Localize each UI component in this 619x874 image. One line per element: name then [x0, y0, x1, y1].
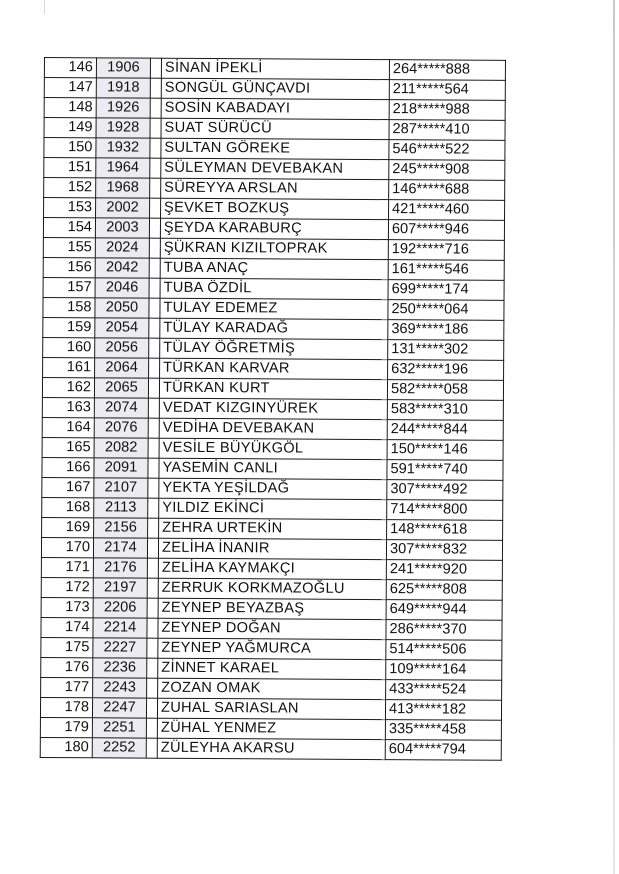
record-number: 2082 — [94, 438, 148, 458]
column-gap — [149, 358, 160, 378]
column-gap — [149, 298, 160, 318]
column-gap — [148, 438, 159, 458]
record-number: 2050 — [95, 298, 149, 318]
column-gap — [150, 58, 161, 78]
table-row — [41, 537, 502, 560]
column-gap — [150, 138, 161, 158]
record-number: 2003 — [95, 218, 149, 238]
column-gap — [148, 478, 159, 498]
masked-id-number: 649*****944 — [386, 600, 502, 621]
record-number: 1918 — [96, 78, 150, 98]
record-number: 2065 — [94, 378, 148, 398]
table-row — [41, 657, 502, 680]
table-row — [41, 617, 502, 640]
record-number: 1968 — [96, 178, 150, 198]
column-gap — [147, 558, 158, 578]
masked-id-number: 148*****618 — [387, 520, 503, 541]
table-row — [42, 397, 503, 420]
full-name: ŞEYDA KARABURÇ — [160, 218, 388, 239]
record-number: 2091 — [94, 458, 148, 478]
masked-id-number: 264*****888 — [389, 60, 505, 81]
full-name: YASEMİN CANLI — [159, 458, 387, 479]
row-number: 160 — [43, 337, 95, 357]
record-number: 2046 — [95, 278, 149, 298]
column-gap — [149, 278, 160, 298]
row-number: 155 — [43, 237, 95, 257]
full-name: ŞÜKRAN KIZILTOPRAK — [160, 238, 388, 259]
masked-id-number: 607*****946 — [388, 220, 504, 241]
row-number: 173 — [41, 597, 93, 617]
table-row — [43, 317, 504, 340]
column-gap — [149, 318, 160, 338]
column-gap — [148, 498, 159, 518]
masked-id-number: 699*****174 — [388, 280, 504, 301]
row-number: 168 — [42, 497, 94, 517]
full-name: YEKTA YEŞİLDAĞ — [159, 478, 387, 499]
masked-id-number: 161*****546 — [388, 260, 504, 281]
record-number: 1928 — [96, 118, 150, 138]
column-gap — [147, 578, 158, 598]
row-number: 175 — [41, 637, 93, 657]
row-number: 161 — [43, 357, 95, 377]
masked-id-number: 287*****410 — [389, 120, 505, 141]
full-name: ZERRUK KORKMAZOĞLU — [158, 578, 386, 599]
column-gap — [149, 258, 160, 278]
full-name: ZELİHA İNANIR — [158, 538, 386, 559]
table-row — [42, 517, 503, 540]
row-number: 146 — [44, 58, 96, 78]
column-gap — [148, 418, 159, 438]
full-name: ZEYNEP DOĞAN — [158, 618, 386, 639]
column-gap — [150, 118, 161, 138]
column-gap — [150, 158, 161, 178]
table-row — [42, 477, 503, 500]
row-number: 152 — [44, 178, 96, 198]
masked-id-number: 146*****688 — [389, 180, 505, 201]
column-gap — [150, 78, 161, 98]
table-row — [42, 457, 503, 480]
full-name: VEDİHA DEVEBAKAN — [159, 418, 387, 439]
scan-mark — [44, 0, 45, 14]
row-number: 149 — [44, 118, 96, 138]
masked-id-number: 369*****186 — [388, 320, 504, 341]
masked-id-number: 192*****716 — [388, 240, 504, 261]
column-gap — [150, 198, 161, 218]
column-gap — [147, 618, 158, 638]
column-gap — [150, 178, 161, 198]
full-name: VEDAT KIZGINYÜREK — [159, 398, 387, 419]
masked-id-number: 582*****058 — [387, 380, 503, 401]
table-row — [42, 437, 503, 460]
column-gap — [148, 518, 159, 538]
table-row — [44, 98, 505, 121]
column-gap — [149, 338, 160, 358]
record-number: 2252 — [92, 738, 146, 758]
column-gap — [148, 398, 159, 418]
record-number: 2042 — [95, 258, 149, 278]
column-gap — [147, 658, 158, 678]
record-number: 2176 — [93, 558, 147, 578]
row-number: 147 — [44, 78, 96, 98]
record-number: 2206 — [93, 598, 147, 618]
column-gap — [148, 378, 159, 398]
table-row — [40, 737, 501, 760]
full-name: SONGÜL GÜNÇAVDI — [161, 78, 389, 99]
full-name: ZOZAN OMAK — [158, 678, 386, 699]
record-number: 2074 — [94, 398, 148, 418]
full-name: ZÜHAL YENMEZ — [157, 718, 385, 739]
row-number: 177 — [41, 677, 93, 697]
masked-id-number: 250*****064 — [388, 300, 504, 321]
record-number: 1964 — [96, 158, 150, 178]
row-number: 158 — [43, 297, 95, 317]
table-row — [40, 697, 501, 720]
row-number: 163 — [42, 397, 94, 417]
masked-id-number: 714*****800 — [387, 500, 503, 521]
table-body — [40, 58, 505, 761]
table-row — [44, 118, 505, 141]
record-number: 2056 — [95, 338, 149, 358]
row-number: 170 — [41, 537, 93, 557]
record-number: 2156 — [94, 518, 148, 538]
masked-id-number: 307*****492 — [387, 480, 503, 501]
record-number: 2076 — [94, 418, 148, 438]
masked-id-number: 413*****182 — [385, 700, 501, 721]
table-row — [41, 557, 502, 580]
column-gap — [147, 598, 158, 618]
masked-id-number: 433*****524 — [386, 680, 502, 701]
record-number: 2107 — [94, 478, 148, 498]
row-number: 167 — [42, 477, 94, 497]
table-row — [43, 277, 504, 300]
full-name: SUAT SÜRÜCÜ — [161, 118, 389, 139]
masked-id-number: 211*****564 — [389, 80, 505, 101]
full-name: ZEHRA URTEKİN — [159, 518, 387, 539]
masked-id-number: 546*****522 — [389, 140, 505, 161]
record-number: 1932 — [96, 138, 150, 158]
table-row — [44, 58, 505, 81]
record-number: 2236 — [93, 658, 147, 678]
masked-id-number: 604*****794 — [385, 740, 501, 761]
record-number: 2247 — [92, 698, 146, 718]
full-name: VESİLE BÜYÜKGÖL — [159, 438, 387, 459]
row-number: 178 — [40, 697, 92, 717]
record-number: 1906 — [96, 58, 150, 78]
table-row — [43, 337, 504, 360]
full-name: TULAY EDEMEZ — [160, 298, 388, 319]
table-row — [43, 218, 504, 241]
table-row — [44, 178, 505, 201]
row-number: 151 — [44, 158, 96, 178]
record-number: 2002 — [96, 198, 150, 218]
table-row — [44, 198, 505, 221]
record-number: 2024 — [95, 238, 149, 258]
masked-id-number: 245*****908 — [389, 160, 505, 181]
table-row — [44, 138, 505, 161]
full-name: ŞEVKET BOZKUŞ — [161, 198, 389, 219]
masked-id-number: 244*****844 — [387, 420, 503, 441]
column-gap — [147, 638, 158, 658]
full-name: ZELİHA KAYMAKÇI — [158, 558, 386, 579]
table-row — [42, 377, 503, 400]
table-row — [43, 297, 504, 320]
full-name: SÜREYYA ARSLAN — [161, 178, 389, 199]
full-name: SİNAN İPEKLİ — [161, 58, 389, 79]
table-row — [42, 497, 503, 520]
masked-id-number: 514*****506 — [386, 640, 502, 661]
table-row — [42, 417, 503, 440]
full-name: TUBA ANAÇ — [160, 258, 388, 279]
column-gap — [146, 718, 157, 738]
full-name: SÜLEYMAN DEVEBAKAN — [161, 158, 389, 179]
record-number: 2113 — [94, 498, 148, 518]
masked-id-number: 150*****146 — [387, 440, 503, 461]
table-row — [41, 637, 502, 660]
record-number: 2197 — [93, 578, 147, 598]
full-name: TUBA ÖZDİL — [160, 278, 388, 299]
full-name: ZEYNEP YAĞMURCA — [158, 638, 386, 659]
masked-id-number: 591*****740 — [387, 460, 503, 481]
row-number: 174 — [41, 617, 93, 637]
full-name: TÜRKAN KARVAR — [160, 358, 388, 379]
table-row — [41, 597, 502, 620]
record-number: 1926 — [96, 98, 150, 118]
record-number: 2251 — [92, 718, 146, 738]
row-number: 157 — [43, 277, 95, 297]
row-number: 164 — [42, 417, 94, 437]
masked-id-number: 307*****832 — [386, 540, 502, 561]
row-number: 148 — [44, 98, 96, 118]
full-name: TÜLAY KARADAĞ — [160, 318, 388, 339]
masked-id-number: 109*****164 — [386, 660, 502, 681]
row-number: 176 — [41, 657, 93, 677]
masked-id-number: 218*****988 — [389, 100, 505, 121]
row-number: 154 — [43, 218, 95, 238]
record-number: 2243 — [93, 678, 147, 698]
masked-id-number: 131*****302 — [388, 340, 504, 361]
record-number: 2227 — [93, 638, 147, 658]
full-name: ZEYNEP BEYAZBAŞ — [158, 598, 386, 619]
name-list-table — [40, 57, 506, 761]
table-row — [44, 78, 505, 101]
full-name: SULTAN GÖREKE — [161, 138, 389, 159]
row-number: 166 — [42, 457, 94, 477]
record-number: 2064 — [95, 358, 149, 378]
masked-id-number: 241*****920 — [386, 560, 502, 581]
masked-id-number: 583*****310 — [387, 400, 503, 421]
table-row — [41, 577, 502, 600]
column-gap — [150, 98, 161, 118]
record-number: 2174 — [93, 538, 147, 558]
record-number: 2054 — [95, 318, 149, 338]
full-name: ZUHAL SARIASLAN — [157, 698, 385, 719]
masked-id-number: 335*****458 — [385, 720, 501, 741]
column-gap — [149, 218, 160, 238]
row-number: 169 — [42, 517, 94, 537]
row-number: 171 — [41, 557, 93, 577]
record-number: 2214 — [93, 618, 147, 638]
table-row — [40, 717, 501, 740]
row-number: 162 — [42, 377, 94, 397]
full-name: SOSİN KABADAYI — [161, 98, 389, 119]
row-number: 179 — [40, 717, 92, 737]
column-gap — [147, 678, 158, 698]
column-gap — [146, 738, 157, 758]
masked-id-number: 286*****370 — [386, 620, 502, 641]
row-number: 165 — [42, 437, 94, 457]
table-row — [43, 237, 504, 260]
masked-id-number: 625*****808 — [386, 580, 502, 601]
full-name: ZİNNET KARAEL — [158, 658, 386, 679]
table-row — [43, 357, 504, 380]
column-gap — [147, 538, 158, 558]
table-row — [43, 257, 504, 280]
masked-id-number: 421*****460 — [389, 200, 505, 221]
masked-id-number: 632*****196 — [388, 360, 504, 381]
row-number: 150 — [44, 138, 96, 158]
full-name: TÜRKAN KURT — [159, 378, 387, 399]
row-number: 159 — [43, 317, 95, 337]
full-name: YILDIZ EKİNCİ — [159, 498, 387, 519]
page-edge — [613, 0, 615, 874]
row-number: 156 — [43, 257, 95, 277]
full-name: TÜLAY ÖĞRETMİŞ — [160, 338, 388, 359]
row-number: 153 — [44, 198, 96, 218]
column-gap — [146, 698, 157, 718]
column-gap — [148, 458, 159, 478]
row-number: 172 — [41, 577, 93, 597]
full-name: ZÜLEYHA AKARSU — [157, 738, 385, 759]
table-row — [44, 158, 505, 181]
row-number: 180 — [40, 737, 92, 757]
table-row — [41, 677, 502, 700]
column-gap — [149, 238, 160, 258]
